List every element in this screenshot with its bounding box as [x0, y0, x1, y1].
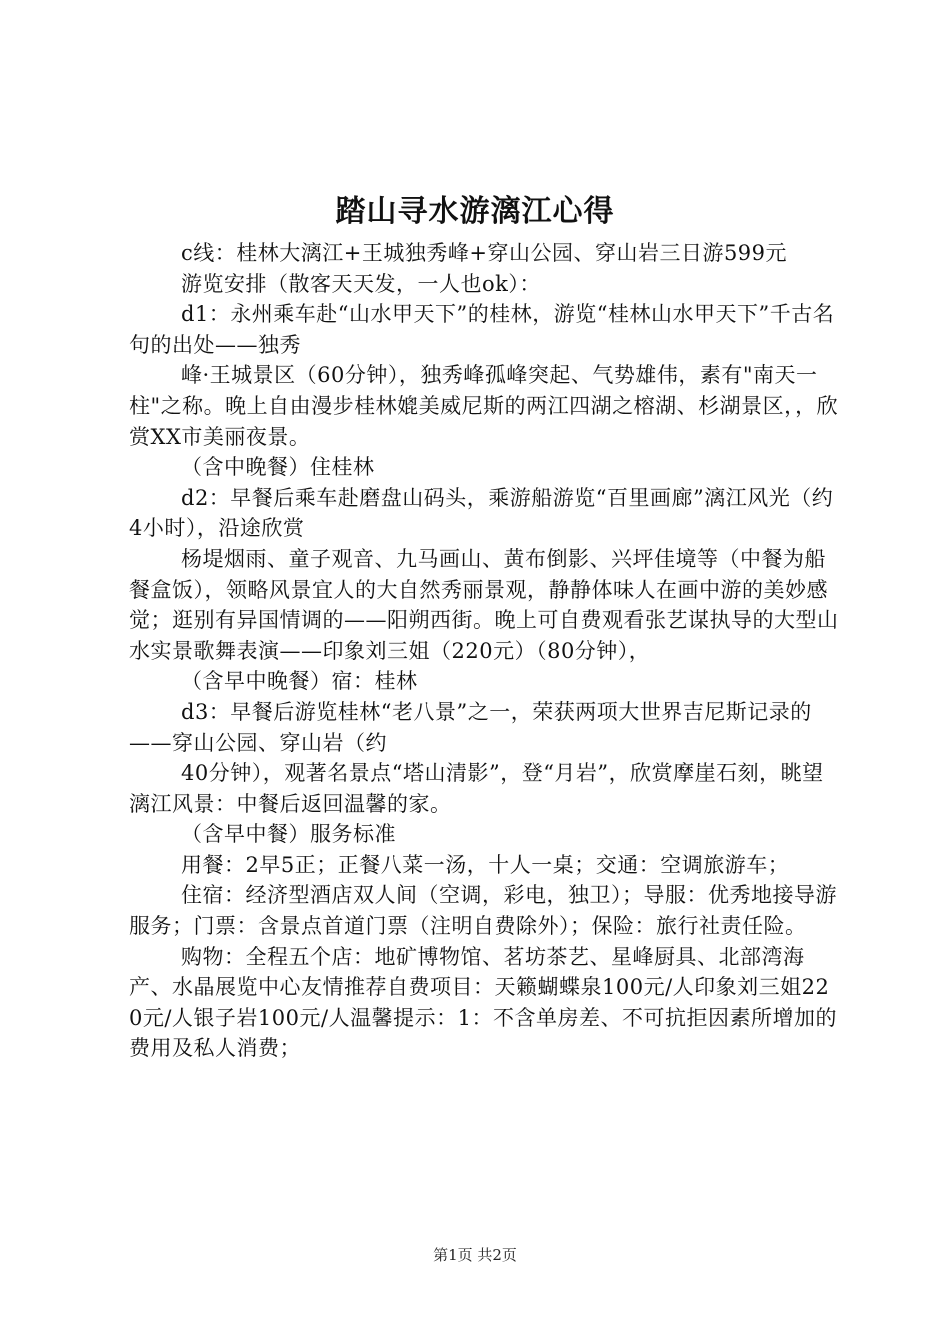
paragraph: d2：早餐后乘车赴磨盘山码头，乘游船游览“百里画廊”漓江风光（约4小时），沿途欣赏 [129, 485, 834, 541]
paragraph: 游览安排（散客天天发，一人也ok）： [181, 271, 541, 296]
paragraph: 杨堤烟雨、童子观音、九马画山、黄布倒影、兴坪佳境等（中餐为船餐盒饭），领略风景宜人的大自然秀丽景观，静静体味人在画中游的美妙感觉；逛别有异国情调的——阳朔西街。晚上可自费观看张艺谋执导的大型山水实景歌舞表演——印象刘三姐（220元）（80分钟）， [129, 546, 839, 663]
paragraph: （含早中餐）服务标准 [181, 822, 396, 847]
paragraph: c线：桂林大漓江+王城独秀峰+穿山公园、穿山岩三日游599元 [181, 241, 788, 265]
paragraph: d1：永州乘车赴“山水甲天下”的桂林，游览“桂林山水甲天下”千古名句的出处——独秀 [129, 302, 835, 357]
page-footer: 第1页 共2页 [433, 1246, 517, 1264]
paragraph: （含中晚餐）住桂林 [181, 455, 375, 480]
paragraph: 用餐：2早5正；正餐八菜一汤，十人一桌；交通：空调旅游车； [181, 852, 790, 877]
paragraph: 峰·王城景区（60分钟），独秀峰孤峰突起、气势雄伟，素有"南天一柱"之称。晚上自由漫步桂林媲美威尼斯的两江四湖之榕湖、杉湖景区，，欣赏XX市美丽夜景。 [129, 363, 839, 449]
paragraph: 住宿：经济型酒店双人间（空调，彩电，独卫）；导服：优秀地接导游服务；门票：含景点首道门票（注明自费除外）；保险：旅行社责任险。 [129, 883, 837, 939]
paragraph: （含早中晚餐）宿：桂林 [181, 669, 418, 694]
document-title: 踏山寻水游漓江心得 [335, 194, 615, 229]
paragraph: 购物：全程五个店：地矿博物馆、茗坊茶艺、星峰厨具、北部湾海产、水晶展览中心友情推荐自费项目：天籁蝴蝶泉100元/人印象刘三姐220元/人银子岩100元/人温馨提示：1：不含单房差、不可抗拒因素所增加的费用及私人消费； [129, 944, 837, 1061]
document-body [129, 238, 841, 1064]
paragraph: d3：早餐后游览桂林“老八景”之一，荣获两项大世界吉尼斯记录的——穿山公园、穿山岩（约 [129, 699, 812, 755]
paragraph: 40分钟），观著名景点“塔山清影”，登“月岩”，欣赏摩崖石刻，眺望漓江风景：中餐后返回温馨的家。 [129, 761, 824, 816]
